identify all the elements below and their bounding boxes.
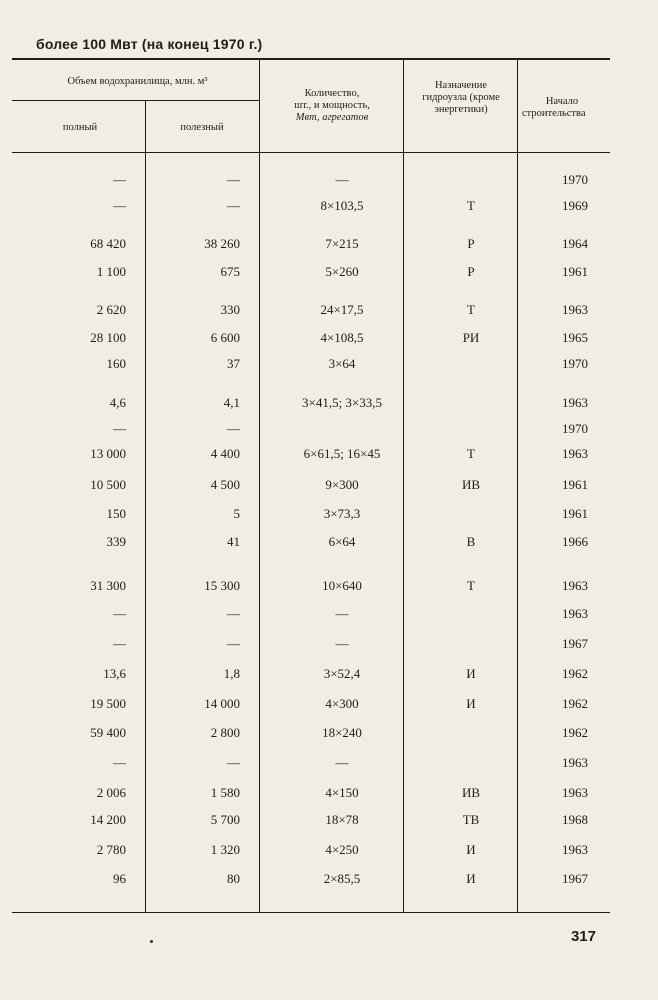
header-start-line: строительства <box>522 108 586 119</box>
header-purpose-line: Назначение <box>434 80 488 91</box>
cell-year: 1963 <box>562 755 588 770</box>
cell-full: 28 100 <box>90 330 126 345</box>
cell-full: 13,6 <box>103 666 126 681</box>
cell-full: 150 <box>106 506 126 521</box>
cell-purpose: Р <box>467 264 475 279</box>
header-start-line: Начало <box>545 96 579 107</box>
cell-useful: 15 300 <box>204 578 240 593</box>
cell-useful: — <box>227 421 240 436</box>
header-useful: полезный <box>180 122 224 133</box>
table-row <box>12 871 612 895</box>
header-units-line: Мвт, агрегатов <box>295 112 369 123</box>
cell-full: 339 <box>106 534 126 549</box>
cell-purpose: ИВ <box>461 477 481 492</box>
cell-units: 18×240 <box>322 725 362 740</box>
cell-year: 1963 <box>562 395 588 410</box>
cell-full: 160 <box>106 356 126 371</box>
cell-purpose: Т <box>467 198 475 213</box>
cell-purpose: И <box>466 842 476 857</box>
cell-units: — <box>335 172 349 187</box>
cell-year: 1967 <box>562 636 588 651</box>
cell-year: 1963 <box>562 578 588 593</box>
table-row <box>12 395 612 419</box>
table-row <box>12 812 612 836</box>
cell-units: 4×108,5 <box>320 330 364 345</box>
cell-year: 1967 <box>562 871 588 886</box>
cell-useful: — <box>227 755 240 770</box>
cell-year: 1970 <box>562 172 588 187</box>
cell-year: 1962 <box>562 725 588 740</box>
header-start <box>518 96 614 120</box>
table-row <box>12 356 612 380</box>
cell-useful: 2 800 <box>210 725 240 740</box>
table-row <box>12 264 612 288</box>
cell-useful: 4 500 <box>210 477 240 492</box>
cell-full: 2 620 <box>96 302 126 317</box>
cell-useful: 1 580 <box>210 785 240 800</box>
cell-units: 2×85,5 <box>323 871 361 886</box>
cell-useful: — <box>227 636 240 651</box>
cell-purpose: Т <box>467 446 475 461</box>
cell-year: 1962 <box>562 696 588 711</box>
cell-useful: 41 <box>227 534 240 549</box>
cell-year: 1963 <box>562 785 588 800</box>
cell-useful: 14 000 <box>204 696 240 711</box>
table-caption: более 100 Мвт (на конец 1970 г.) <box>36 36 263 52</box>
cell-units: — <box>335 606 349 621</box>
cell-full: 68 420 <box>90 236 126 251</box>
header-purpose <box>404 80 518 116</box>
cell-useful: 37 <box>227 356 240 371</box>
cell-full: — <box>113 636 126 651</box>
cell-full: 59 400 <box>90 725 126 740</box>
cell-purpose: Т <box>467 578 475 593</box>
cell-units: 6×61,5; 16×45 <box>303 446 381 461</box>
cell-units: 4×150 <box>325 785 359 800</box>
table-row <box>12 506 612 530</box>
cell-full: — <box>113 172 126 187</box>
table-row <box>12 636 612 660</box>
cell-useful: — <box>227 172 240 187</box>
cell-units: 10×640 <box>322 578 362 593</box>
header-units-line: Количество, <box>304 88 360 99</box>
cell-useful: — <box>227 606 240 621</box>
cell-full: 96 <box>113 871 126 886</box>
cell-full: 4,6 <box>109 395 126 410</box>
cell-units: 6×64 <box>328 534 356 549</box>
cell-purpose: ТВ <box>462 812 480 827</box>
table-row <box>12 755 612 779</box>
cell-useful: 5 700 <box>210 812 240 827</box>
cell-full: 31 300 <box>90 578 126 593</box>
cell-full: 2 006 <box>96 785 126 800</box>
cell-full: 2 780 <box>96 842 126 857</box>
cell-units: 4×300 <box>325 696 359 711</box>
volume-subheader-rule <box>12 100 259 101</box>
header-units <box>262 88 402 124</box>
table-row <box>12 302 612 326</box>
cell-year: 1963 <box>562 606 588 621</box>
cell-full: 19 500 <box>90 696 126 711</box>
cell-useful: 4,1 <box>223 395 240 410</box>
cell-full: — <box>113 198 126 213</box>
cell-full: 13 000 <box>90 446 126 461</box>
table-row <box>12 172 612 196</box>
table-row <box>12 785 612 809</box>
cell-useful: 1 320 <box>210 842 240 857</box>
table-row <box>12 534 612 558</box>
cell-purpose: Р <box>467 236 475 251</box>
cell-units: 3×41,5; 3×33,5 <box>301 395 383 410</box>
cell-year: 1968 <box>562 812 588 827</box>
table-bottom-rule <box>12 912 610 913</box>
cell-units: — <box>335 636 349 651</box>
table-row <box>12 725 612 749</box>
table-row <box>12 606 612 630</box>
header-units-line: шт., и мощность, <box>294 100 370 111</box>
header-purpose-line: энергетики) <box>434 104 488 115</box>
cell-useful: 6 600 <box>210 330 240 345</box>
table-row <box>12 477 612 501</box>
cell-year: 1963 <box>562 446 588 461</box>
top-rule <box>12 58 610 60</box>
cell-useful: 38 260 <box>204 236 240 251</box>
cell-units: 3×73,3 <box>323 506 361 521</box>
cell-units: 3×64 <box>328 356 356 371</box>
cell-purpose: РИ <box>462 330 480 345</box>
header-full: полный <box>62 122 98 133</box>
table-row <box>12 198 612 222</box>
cell-purpose: И <box>466 696 476 711</box>
cell-year: 1961 <box>562 477 588 492</box>
cell-year: 1964 <box>562 236 588 251</box>
cell-purpose: ИВ <box>461 785 481 800</box>
header-purpose-line: гидроузла (кроме <box>422 92 500 103</box>
cell-full: 1 100 <box>96 264 126 279</box>
cell-year: 1966 <box>562 534 588 549</box>
cell-year: 1963 <box>562 842 588 857</box>
table-row <box>12 236 612 260</box>
cell-units: 18×78 <box>325 812 359 827</box>
cell-year: 1969 <box>562 198 588 213</box>
cell-full: — <box>113 606 126 621</box>
cell-full: — <box>113 421 126 436</box>
cell-year: 1970 <box>562 356 588 371</box>
cell-full: — <box>113 755 126 770</box>
cell-units: 4×250 <box>325 842 359 857</box>
table-row <box>12 666 612 690</box>
table-row <box>12 696 612 720</box>
cell-purpose: И <box>466 871 476 886</box>
header-bottom-rule <box>12 152 610 153</box>
cell-year: 1965 <box>562 330 588 345</box>
cell-units: 9×300 <box>325 477 359 492</box>
table-row <box>12 578 612 602</box>
cell-useful: 4 400 <box>210 446 240 461</box>
cell-useful: 330 <box>220 302 240 317</box>
table-row <box>12 842 612 866</box>
table-row <box>12 421 612 445</box>
cell-units: — <box>335 755 349 770</box>
cell-useful: 80 <box>227 871 240 886</box>
cell-full: 14 200 <box>90 812 126 827</box>
cell-year: 1961 <box>562 264 588 279</box>
cell-units: 24×17,5 <box>320 302 364 317</box>
table-row <box>12 330 612 354</box>
header-volume-group: Объем водохранилища, млн. м³ <box>67 76 208 87</box>
cell-units: 8×103,5 <box>320 198 364 213</box>
cell-full: 10 500 <box>90 477 126 492</box>
cell-units: 5×260 <box>325 264 359 279</box>
cell-purpose: В <box>466 534 476 549</box>
cell-purpose: И <box>466 666 476 681</box>
cell-useful: 5 <box>233 506 240 521</box>
cell-useful: 675 <box>220 264 240 279</box>
cell-year: 1961 <box>562 506 588 521</box>
table-row <box>12 446 612 470</box>
cell-year: 1962 <box>562 666 588 681</box>
cell-year: 1963 <box>562 302 588 317</box>
cell-units: 3×52,4 <box>323 666 361 681</box>
cell-purpose: Т <box>467 302 475 317</box>
cell-useful: 1,8 <box>223 666 240 681</box>
cell-year: 1970 <box>562 421 588 436</box>
cell-units: 7×215 <box>325 236 359 251</box>
stray-dot <box>150 940 153 943</box>
page-number: 317 <box>570 928 596 945</box>
cell-useful: — <box>227 198 240 213</box>
